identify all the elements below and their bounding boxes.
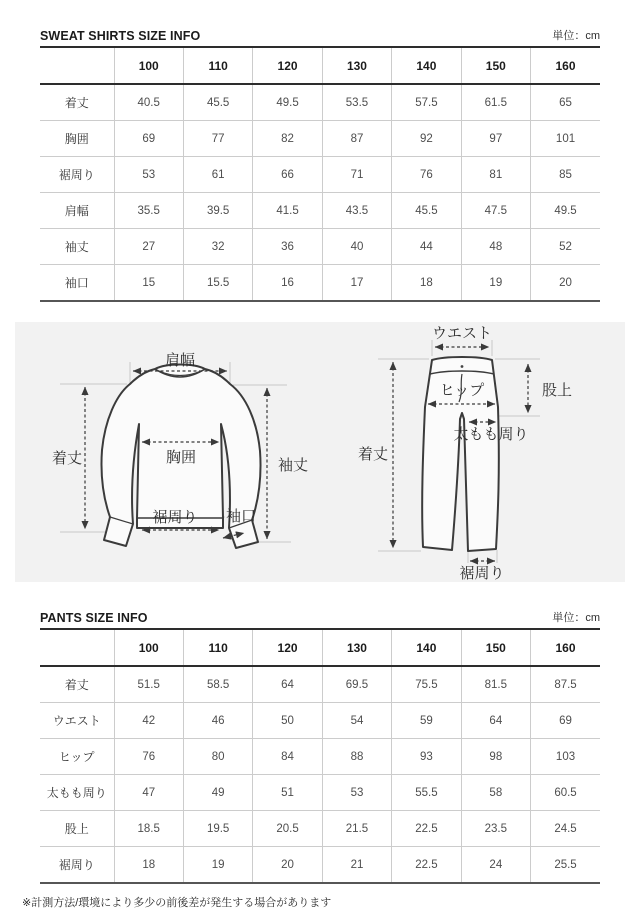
shirt-shoulder-label: 肩幅: [164, 352, 196, 369]
size-value-cell: 54: [322, 703, 391, 739]
measurement-row-label: 着丈: [40, 84, 114, 121]
table-row: [40, 157, 600, 193]
size-value-cell: 59: [392, 703, 461, 739]
sweatshirt-unit-label: 単位：cm: [552, 30, 600, 42]
size-value-cell: 77: [183, 121, 252, 157]
shirt-hem-label: 裾周り: [152, 509, 198, 526]
pants-hem-label: 裾周り: [459, 565, 505, 582]
size-value-cell: 19: [183, 847, 252, 884]
shirt-length-label: 着丈: [51, 450, 83, 467]
measurement-row-label: ウエスト: [40, 703, 114, 739]
size-value-cell: 92: [392, 121, 461, 157]
size-value-cell: 44: [392, 229, 461, 265]
size-value-cell: 24.5: [531, 811, 600, 847]
size-value-cell: 24: [461, 847, 530, 884]
size-value-cell: 41.5: [253, 193, 322, 229]
measurement-row-label: 着丈: [40, 666, 114, 703]
size-column-header: 160: [531, 629, 600, 666]
size-value-cell: 87.5: [531, 666, 600, 703]
pants-thigh-label: 太もも周り: [453, 426, 529, 443]
size-value-cell: 18.5: [114, 811, 183, 847]
size-column-header: 130: [322, 629, 391, 666]
size-value-cell: 71: [322, 157, 391, 193]
size-value-cell: 64: [461, 703, 530, 739]
size-value-cell: 17: [322, 265, 391, 302]
size-value-cell: 81: [461, 157, 530, 193]
size-value-cell: 21: [322, 847, 391, 884]
size-value-cell: 32: [183, 229, 252, 265]
size-value-cell: 53.5: [322, 84, 391, 121]
pants-unit-label: 単位：cm: [552, 612, 600, 624]
size-value-cell: 25.5: [531, 847, 600, 884]
size-column-header: 140: [392, 47, 461, 84]
size-value-cell: 45.5: [183, 84, 252, 121]
size-value-cell: 69: [114, 121, 183, 157]
size-value-cell: 57.5: [392, 84, 461, 121]
size-value-cell: 76: [114, 739, 183, 775]
size-value-cell: 82: [253, 121, 322, 157]
size-value-cell: 22.5: [392, 847, 461, 884]
size-value-cell: 51: [253, 775, 322, 811]
sweatshirt-size-table: [40, 46, 600, 302]
size-value-cell: 23.5: [461, 811, 530, 847]
table-row: [40, 847, 600, 884]
size-value-cell: 58.5: [183, 666, 252, 703]
pants-table-title: PANTS SIZE INFO: [40, 611, 148, 625]
measurement-row-label: 股上: [40, 811, 114, 847]
size-value-cell: 39.5: [183, 193, 252, 229]
size-value-cell: 55.5: [392, 775, 461, 811]
size-value-cell: 61.5: [461, 84, 530, 121]
measurement-row-label: 袖口: [40, 265, 114, 302]
size-value-cell: 76: [392, 157, 461, 193]
size-value-cell: 101: [531, 121, 600, 157]
table-row: [40, 193, 600, 229]
size-value-cell: 69: [531, 703, 600, 739]
measurement-row-label: 肩幅: [40, 193, 114, 229]
measurement-row-label: 裾周り: [40, 157, 114, 193]
shirt-cuff-label: 袖口: [225, 508, 257, 525]
size-column-header: 150: [461, 629, 530, 666]
pants-size-section: [0, 582, 640, 884]
sweatshirt-diagram: [52, 352, 308, 548]
size-value-cell: 43.5: [322, 193, 391, 229]
size-value-cell: 61: [183, 157, 252, 193]
size-value-cell: 69.5: [322, 666, 391, 703]
measurement-row-label: 胸囲: [40, 121, 114, 157]
size-value-cell: 18: [114, 847, 183, 884]
size-value-cell: 18: [392, 265, 461, 302]
measurement-diagram-panel: [15, 322, 625, 582]
size-value-cell: 19: [461, 265, 530, 302]
table-row: [40, 666, 600, 703]
pants-hip-label: ヒップ: [439, 382, 485, 399]
pants-size-table: [40, 628, 600, 884]
pants-waist-button: [461, 365, 464, 368]
table-corner-cell: [40, 629, 114, 666]
shirt-chest-label: 胸囲: [165, 449, 197, 466]
size-value-cell: 20: [253, 847, 322, 884]
size-value-cell: 15.5: [183, 265, 252, 302]
size-value-cell: 20: [531, 265, 600, 302]
table-row: [40, 84, 600, 121]
table-row: [40, 121, 600, 157]
size-value-cell: 35.5: [114, 193, 183, 229]
table-corner-cell: [40, 47, 114, 84]
size-value-cell: 103: [531, 739, 600, 775]
size-value-cell: 49.5: [253, 84, 322, 121]
size-value-cell: 20.5: [253, 811, 322, 847]
pants-table-head: [40, 609, 600, 625]
size-value-cell: 19.5: [183, 811, 252, 847]
pants-waist-label: ウエスト: [431, 325, 493, 342]
size-column-header: 120: [253, 629, 322, 666]
size-value-cell: 60.5: [531, 775, 600, 811]
size-header-row: [40, 629, 600, 666]
measurement-row-label: 袖丈: [40, 229, 114, 265]
table-row: [40, 775, 600, 811]
size-value-cell: 84: [253, 739, 322, 775]
size-value-cell: 22.5: [392, 811, 461, 847]
size-value-cell: 40: [322, 229, 391, 265]
size-value-cell: 21.5: [322, 811, 391, 847]
size-value-cell: 49: [183, 775, 252, 811]
measurement-row-label: ヒップ: [40, 739, 114, 775]
size-value-cell: 51.5: [114, 666, 183, 703]
size-value-cell: 36: [253, 229, 322, 265]
pants-diagram: [358, 325, 572, 582]
size-column-header: 140: [392, 629, 461, 666]
table-row: [40, 265, 600, 302]
measurement-footnote: ※計測方法/環境により多少の前後差が発生する場合があります: [22, 897, 332, 909]
table-row: [40, 703, 600, 739]
size-value-cell: 66: [253, 157, 322, 193]
size-value-cell: 93: [392, 739, 461, 775]
size-column-header: 110: [183, 629, 252, 666]
pants-length-label: 着丈: [357, 446, 389, 463]
size-value-cell: 49.5: [531, 193, 600, 229]
size-column-header: 130: [322, 47, 391, 84]
size-value-cell: 65: [531, 84, 600, 121]
size-value-cell: 64: [253, 666, 322, 703]
pants-rise-label: 股上: [542, 382, 573, 399]
size-header-row: [40, 47, 600, 84]
size-value-cell: 85: [531, 157, 600, 193]
sweatshirt-table-title: SWEAT SHIRTS SIZE INFO: [40, 29, 201, 43]
size-value-cell: 40.5: [114, 84, 183, 121]
size-column-header: 110: [183, 47, 252, 84]
measurement-diagram: [15, 322, 625, 582]
size-value-cell: 80: [183, 739, 252, 775]
size-value-cell: 46: [183, 703, 252, 739]
size-column-header: 150: [461, 47, 530, 84]
sweatshirt-size-section: [0, 0, 640, 302]
size-value-cell: 81.5: [461, 666, 530, 703]
measurement-row-label: 太もも周り: [40, 775, 114, 811]
size-value-cell: 27: [114, 229, 183, 265]
size-value-cell: 16: [253, 265, 322, 302]
size-value-cell: 42: [114, 703, 183, 739]
size-value-cell: 87: [322, 121, 391, 157]
size-value-cell: 97: [461, 121, 530, 157]
size-value-cell: 53: [322, 775, 391, 811]
size-value-cell: 15: [114, 265, 183, 302]
size-value-cell: 52: [531, 229, 600, 265]
table-row: [40, 229, 600, 265]
size-column-header: 120: [253, 47, 322, 84]
size-column-header: 160: [531, 47, 600, 84]
size-value-cell: 48: [461, 229, 530, 265]
measurement-row-label: 裾周り: [40, 847, 114, 884]
size-value-cell: 47.5: [461, 193, 530, 229]
size-value-cell: 58: [461, 775, 530, 811]
table-row: [40, 811, 600, 847]
size-column-header: 100: [114, 47, 183, 84]
size-column-header: 100: [114, 629, 183, 666]
size-value-cell: 53: [114, 157, 183, 193]
size-value-cell: 88: [322, 739, 391, 775]
size-value-cell: 50: [253, 703, 322, 739]
sweatshirt-table-head: [40, 27, 600, 43]
size-value-cell: 98: [461, 739, 530, 775]
size-value-cell: 75.5: [392, 666, 461, 703]
table-row: [40, 739, 600, 775]
size-value-cell: 47: [114, 775, 183, 811]
shirt-sleeve-label: 袖丈: [277, 457, 309, 474]
size-value-cell: 45.5: [392, 193, 461, 229]
